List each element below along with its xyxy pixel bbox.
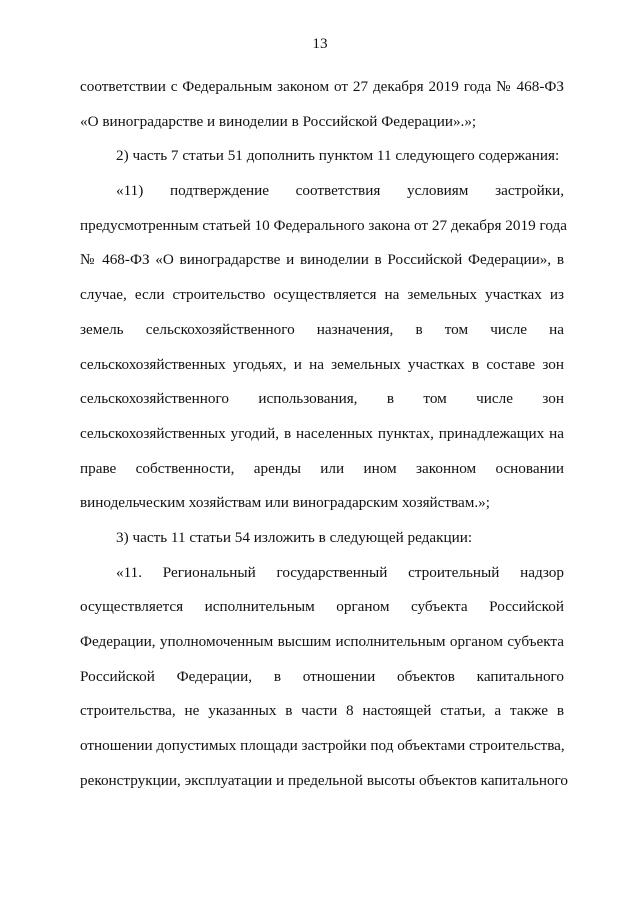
text-line: земель сельскохозяйственного назначения, в том числе на [80, 320, 564, 338]
text-line: строительства, не указанных в части 8 настоящей статьи, а также в [80, 702, 564, 720]
text-line: 3) часть 11 статьи 54 изложить в следующей редакции: [116, 528, 473, 546]
text-line: праве собственности, аренды или ином законном основании [80, 459, 564, 477]
text-line: осуществляется исполнительным органом субъекта Российской [80, 598, 564, 616]
text-line: предусмотренным статьей 10 Федерального закона от 27 декабря 2019 года [80, 216, 567, 234]
text-line: сельскохозяйственных угодьях, и на земельных участках в составе зон [80, 355, 564, 373]
text-line: Федерации, уполномоченным высшим исполнительным органом субъекта [80, 633, 564, 650]
text-line: «О виноградарстве и виноделии в Российской Федерации».»; [80, 112, 477, 130]
text-line: «11) подтверждение соответствия условиям застройки, [116, 182, 564, 200]
text-line: сельскохозяйственного использования, в том числе зон [80, 390, 564, 408]
text-line: случае, если строительство осуществляется на земельных участках из [80, 286, 564, 304]
text-line: реконструкции, эксплуатации и предельной высоты объектов капитального [80, 771, 568, 789]
text-line: «11. Региональный государственный строительный надзор [116, 563, 564, 581]
text-line: Российской Федерации, в отношении объектов капитального [80, 667, 564, 685]
text-line: сельскохозяйственных угодий, в населенных пунктах, принадлежащих на [80, 424, 564, 442]
text-line: винодельческим хозяйствам или виноградарским хозяйствам.»; [80, 494, 490, 512]
page-number: 13 [312, 35, 328, 52]
text-line: 2) часть 7 статьи 51 дополнить пунктом 11 следующего содержания: [116, 147, 560, 165]
text-line: отношении допустимых площади застройки под объектами строительства, [80, 737, 565, 755]
document-body [80, 70, 568, 798]
text-line: № 468-ФЗ «О виноградарстве и виноделии в Российской Федерации», в [80, 251, 564, 269]
text-line: соответствии с Федеральным законом от 27 декабря 2019 года № 468-ФЗ [80, 78, 564, 95]
